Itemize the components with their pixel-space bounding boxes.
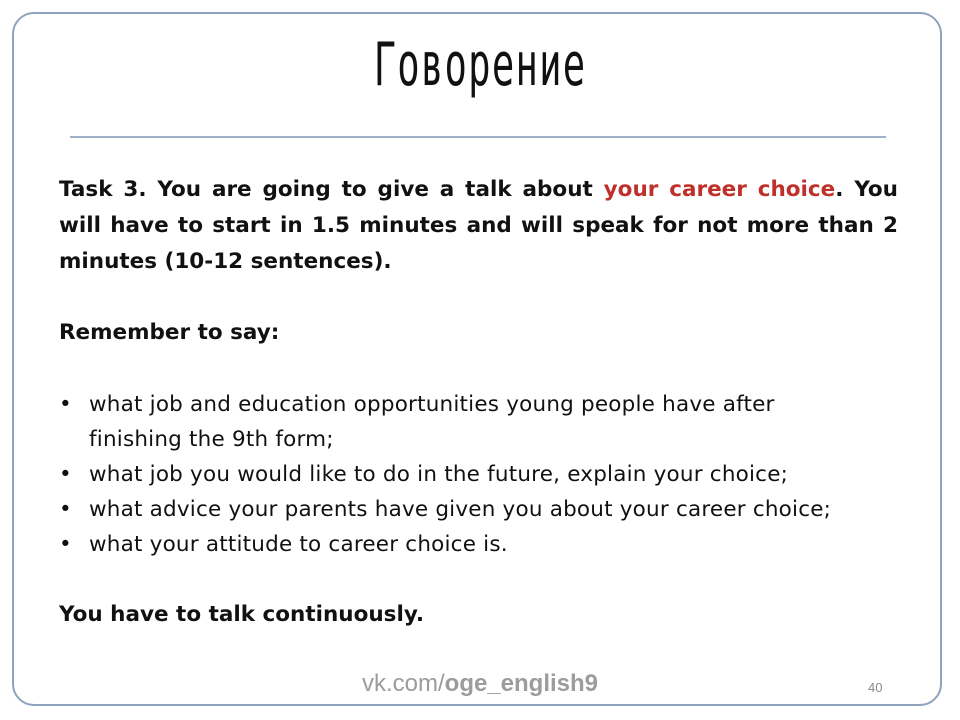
bullet-icon: • bbox=[59, 392, 72, 417]
page-number: 40 bbox=[868, 680, 883, 695]
footer-handle: oge_english9 bbox=[444, 670, 599, 697]
remember-label: Remember to say: bbox=[59, 320, 280, 345]
bullet-text: what advice your parents have given you about your career choice; bbox=[89, 497, 832, 522]
bullet-icon: • bbox=[59, 497, 72, 522]
bullet-text: what job and education opportunities young people have after finishing the 9th form; bbox=[89, 392, 775, 452]
bullet-list bbox=[59, 387, 859, 562]
task-prefix: Task 3. You are going to give a talk about bbox=[59, 177, 604, 202]
task-text bbox=[59, 172, 898, 280]
list-item bbox=[59, 527, 859, 562]
bullet-icon: • bbox=[59, 532, 72, 557]
closing-text: You have to talk continuously. bbox=[59, 602, 425, 627]
bullet-icon: • bbox=[59, 462, 72, 487]
list-item bbox=[59, 457, 859, 492]
slide-body bbox=[59, 172, 898, 627]
title-divider bbox=[70, 136, 886, 138]
bullet-text: what your attitude to career choice is. bbox=[89, 532, 508, 557]
list-item bbox=[59, 387, 859, 457]
list-item bbox=[59, 492, 859, 527]
task-highlight: your career choice bbox=[603, 177, 836, 202]
slide-title: Говорение bbox=[373, 30, 587, 100]
bullet-text: what job you would like to do in the future, explain your choice; bbox=[89, 462, 789, 487]
footer-domain: vk.com/ bbox=[361, 670, 445, 697]
footer-link[interactable] bbox=[0, 670, 960, 698]
task-suffix: . You will have to start in 1.5 minutes and will speak for not more than 2 minutes (10-12 sentences). bbox=[59, 177, 898, 274]
